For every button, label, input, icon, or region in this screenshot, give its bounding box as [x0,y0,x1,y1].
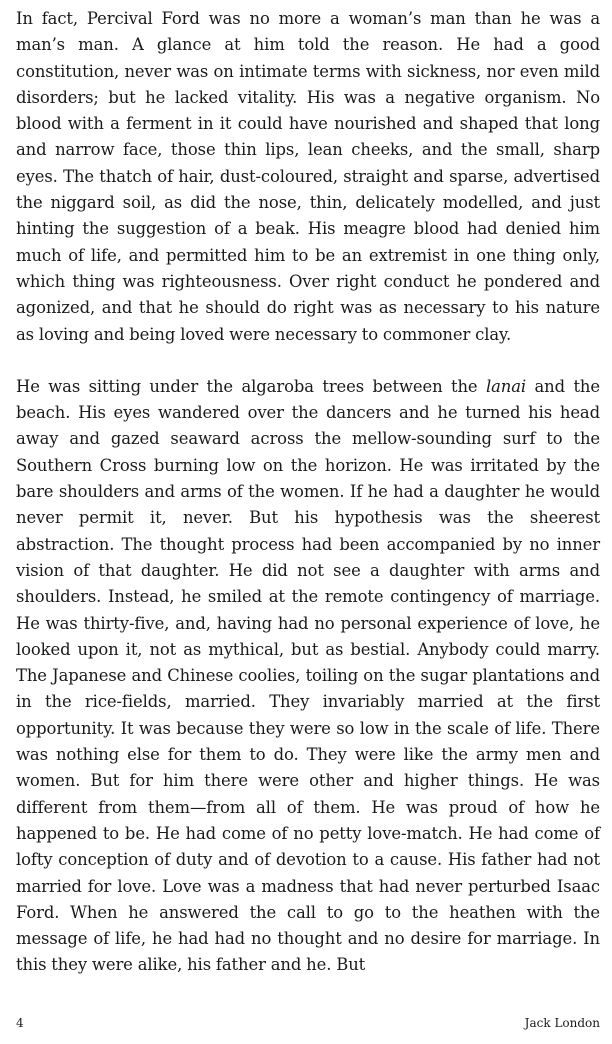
paragraph-2-text-rest: and the beach. His eyes wandered over the dancers and he turned his head away and gazed seaward across the mellow-sounding surf to the Southern Cross burning low on the horizon. He was irritated by the bare shoulders and arms of the women. If he had a daughter he would never permit it, never. But his hypothesis was the sheerest abstraction. The thought process had been accompanied by no inner vision of that daughter. He did not see a daughter with arms and shoulders. Instead, he smiled at the remote contingency of marriage. He was thirty-five, and, having had no personal experience of love, he looked upon it, not as mythical, but as bestial. Anybody could marry. The Japanese and Chinese coolies, toiling on the sugar plantations and in the rice-fields, married. They invariably married at the first opportunity. It was because they were so low in the scale of life. There was nothing else for them to do. They were like the army men and women. But for him there were other and higher things. He was different from them—from all of them. He was proud of how he happened to be. He had come of no petty love-match. He had come of lofty conception of duty and of devotion to a cause. His father had not married for love. Love was a madness that had never perturbed Isaac Ford. When he answered the call to go to the heathen with the message of life, he had had no thought and no desire for marriage. In this they were alike, his father and he. But [16,376,600,975]
page-body [16,6,600,979]
page-number: 4 [16,1016,24,1030]
paragraph-2-text-start: He was sitting under the algaroba trees between the [16,376,486,396]
paragraph-2 [16,374,600,979]
italic-word-lanai: lanai [485,376,527,396]
page-footer [16,1016,600,1036]
paragraph-1 [16,6,600,348]
running-footer-author: Jack London [524,1016,600,1030]
paragraph-1-text: In fact, Percival Ford was no more a woman’s man than he was a man’s man. A glance at him told the reason. He had a good constitution, never was on intimate terms with sickness, nor even mild disorders; but he lacked vitality. His was a negative organism. No blood with a ferment in it could have nourished and shaped that long and narrow face, those thin lips, lean cheeks, and the small, sharp eyes. The thatch of hair, dust-coloured, straight and sparse, advertised the niggard soil, as did the nose, thin, delicately modelled, and just hinting the suggestion of a beak. His meagre blood had denied him much of life, and permitted him to be an extremist in one thing only, which thing was righteousness. Over right conduct he pondered and agonized, and that he should do right was as necessary to his nature as loving and being loved were necessary to commoner clay. [16,9,600,344]
